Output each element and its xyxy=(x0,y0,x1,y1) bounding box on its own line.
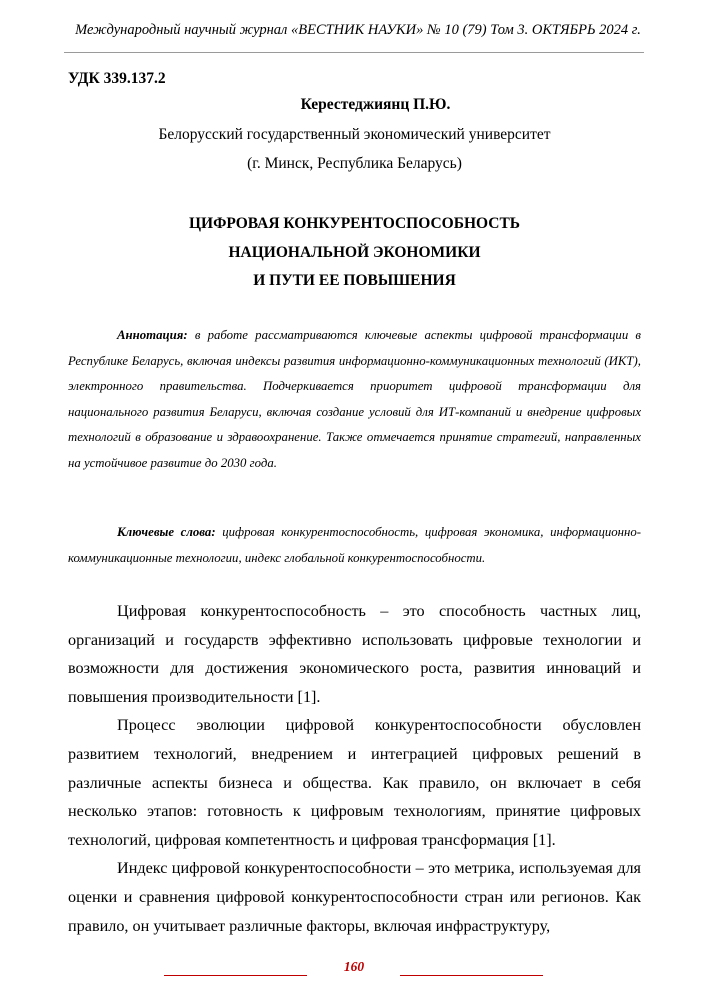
article-title-line: НАЦИОНАЛЬНОЙ ЭКОНОМИКИ xyxy=(228,243,481,261)
author-name: Керестеджиянц П.Ю. xyxy=(300,96,451,113)
footer-rule-right xyxy=(400,975,543,976)
article-title xyxy=(0,210,709,296)
article-title-line: ЦИФРОВАЯ КОНКУРЕНТОСПОСОБНОСТЬ xyxy=(188,215,521,232)
body-paragraph: Процесс эволюции цифровой конкурентоспособности обусловлен развитием технологий, внедрением и интеграцией цифровых решений в различные аспекты бизнеса и общества. Как правило, он включает в себя несколько этапов: готовность к цифровым технологиям, принятие цифровых технологий, цифровая компетентность и цифровая трансформация [1]. xyxy=(68,716,641,849)
journal-running-header: Международный научный журнал «ВЕСТНИК НАУКИ» № 10 (79) Том 3. ОКТЯБРЬ 2024 г. xyxy=(75,22,641,38)
abstract-label: Аннотация: xyxy=(117,328,188,342)
affiliation-location: (г. Минск, Республика Беларусь) xyxy=(247,155,462,172)
keywords-text: цифровая конкурентоспособность, цифровая экономика, информационно-коммуникационные технологии, индекс глобальной конкурентоспособности. xyxy=(68,525,642,565)
udk-code: УДК 339.137.2 xyxy=(68,70,166,87)
article-body xyxy=(68,597,641,940)
body-paragraph: Индекс цифровой конкурентоспособности – это метрика, используемая для оценки и сравнения цифровой конкурентоспособности стран или регионов. Как правило, он учитывает различные факторы, включая инфраструктуру, xyxy=(68,859,641,935)
abstract xyxy=(68,323,641,476)
abstract-text: в работе рассматриваются ключевые аспекты цифровой трансформации в Республике Беларусь, включая индексы развития информационно-коммуникационных технологий (ИКТ), электронного правительства. Подчеркивается приоритет цифровой трансформации для национального развития Беларуси, включая создание условий для ИТ-компаний и внедрение цифровых технологий в образование и здравоохранение. Также отмечается принятие стратегий, направленных на устойчивое развитие до 2030 года. xyxy=(68,328,641,470)
page-number: 160 xyxy=(343,959,365,974)
body-paragraph: Цифровая конкурентоспособность – это способность частных лиц, организаций и государств эффективно использовать цифровые технологии и возможности для достижения экономического роста, развития инноваций и повышения производительности [1]. xyxy=(68,602,641,706)
article-title-line: И ПУТИ ЕЕ ПОВЫШЕНИЯ xyxy=(253,272,456,289)
header-divider xyxy=(64,52,644,53)
keywords xyxy=(68,520,641,571)
affiliation-university: Белорусский государственный экономический университет xyxy=(158,126,551,143)
footer-rule-left xyxy=(164,975,307,976)
keywords-label: Ключевые слова: xyxy=(117,525,216,539)
